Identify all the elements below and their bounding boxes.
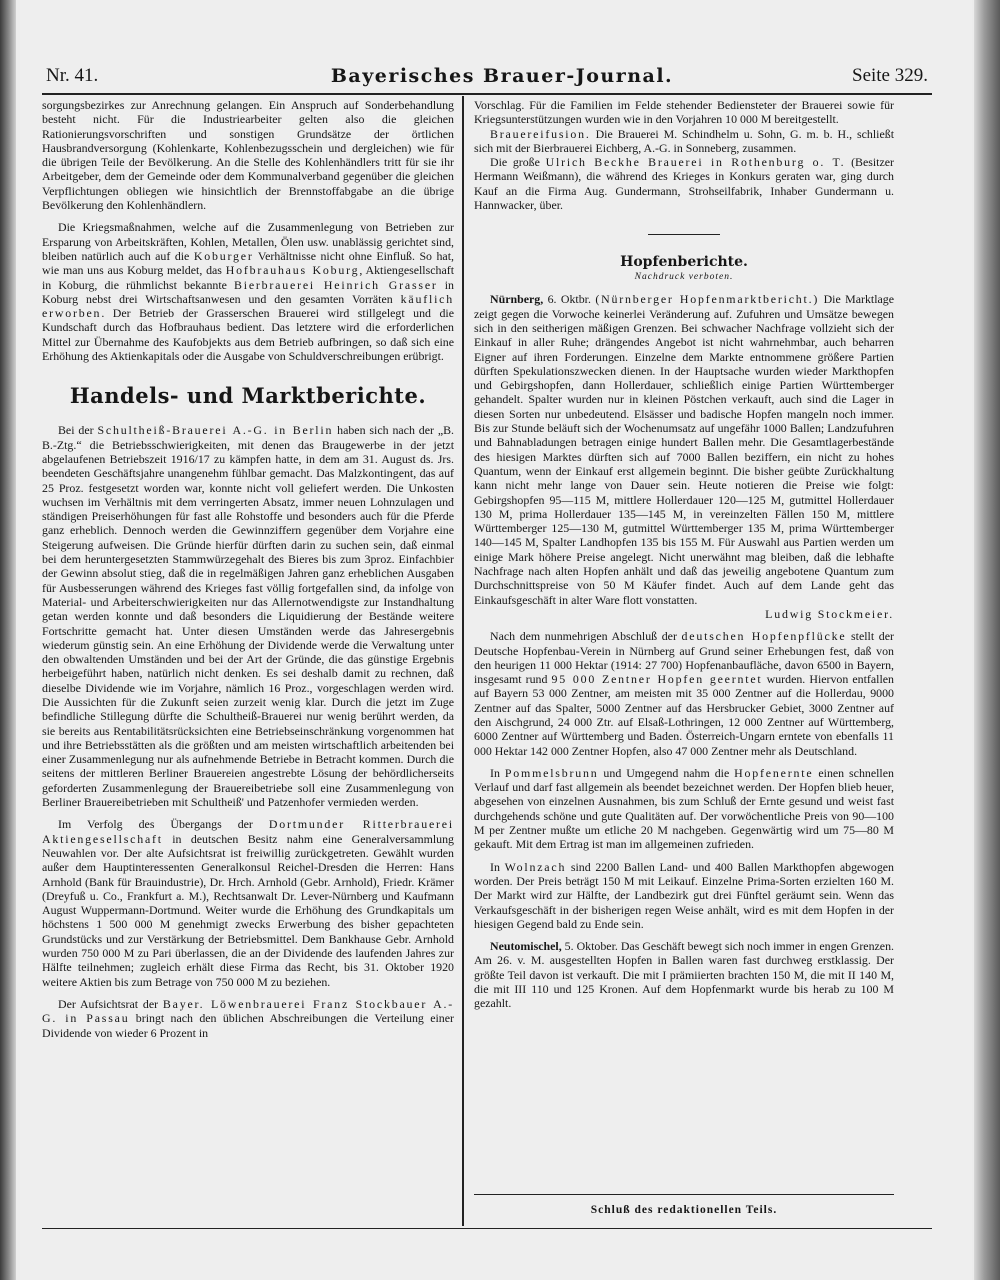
text: In <box>490 859 500 874</box>
text-hopfenernte: Hopfenernte <box>734 765 814 780</box>
text-koburger: Koburger <box>193 248 254 263</box>
paragraph-koburg <box>42 220 454 363</box>
text: in deutschen Besitz nahm eine Generalversammlung Neuwahlen vor. Der alte Aufsichtsrat ist freiwillig zurückgetreten. Gewählt wurden außer dem Hauptinteressenten Generalkonsul Reichel-Dresden die Herren: Hans Arnhold (Bank für Brauindustrie), Dr. Hrch. Arnhold (Gebr. Arnhold), Friedr. Krämer (Dreyfuß u. Co., Frankfurt a. M.), Rechtsanwalt Dr. Lever-Nürnberg und Kaufmann August Wuppermann-Dortmund. Weiter wurde die Erhöhung des Grundkapitals um höchstens 1 500 000 M genehmigt zwecks Erwerbung des bisher gepachteten Grundstücks und zur Verstärkung der Betriebsmittel. Dem Bankhause Gebr. Arnhold wurden 750 000 M zu Pari überlassen, die an der Dividende des laufenden Jahres zur Hälfte teilnehmen; zugleich erhält diese Firma das Recht, bis 31. Oktober 1920 weitere Aktien bis zum Betrage von 750 000 M zu beziehen. <box>42 831 454 989</box>
section-title-handelsberichte: Handels- und Marktberichte. <box>69 383 427 409</box>
bottom-rule <box>42 1228 932 1229</box>
binding-gutter <box>0 0 16 1280</box>
separator-rule <box>648 234 720 235</box>
paragraph-nurnberg <box>474 292 894 607</box>
section-title-hopfenberichte: Hopfenberichte. <box>620 254 748 271</box>
text: bringt nach den üblichen Abschreibungen die Verteilung einer Dividende von wieder 6 Prozent in <box>42 1011 454 1040</box>
text: wurden. Hiervon entfallen auf Bayern 53 000 Zentner, am meisten mit 35 000 Zentner auf die Hollerdau, 9000 Zentner auf das Spalter, 5000 Zentner auf das Hersbrucker Gebiet, 3000 Zentner auf den Aischgrund, 24 000 Ztr. auf Elsaß-Lothringen, 12 000 Zentner auf Württemberg, 6000 Zentner auf Württemberg und Baden. Österreich-Ungarn erntete von ebenfalls 11 000 Hektar 142 000 Zentner Hopfen, also 47 000 Zentner mehr als Deutschland. <box>474 672 895 758</box>
text-kauflich: käuflich erworben <box>42 291 454 321</box>
text-marktbericht-label: (Nürnberger Hopfenmarktbericht.) <box>595 292 820 307</box>
text-ernte: 95 000 Zentner Hopfen geerntet <box>551 672 763 687</box>
text-bierbrauerei: Bierbrauerei Heinrich Grasser <box>234 277 438 292</box>
text-date: 6. Oktbr. <box>547 292 591 307</box>
text-place-neutomischel: Neutomischel, <box>490 939 562 954</box>
paragraph-dortmunder <box>42 817 454 989</box>
issue-number: Nr. 41. <box>46 65 99 86</box>
text: In <box>490 765 500 780</box>
column-divider <box>462 96 464 1226</box>
paragraph-lowenbrauerei <box>42 997 454 1040</box>
text: Die Brauerei M. Schindhelm u. Sohn, G. m. b. H., schließt sich mit der Bierbrauerei Eichberg, A.-G. in Sonneberg, zusammen. <box>474 126 895 155</box>
text-hofbrauhaus: Hofbrauhaus Koburg <box>225 263 360 278</box>
header-rule <box>42 93 932 95</box>
text-brauereifusion-label: Brauereifusion. <box>490 126 591 141</box>
paragraph-coal-supply: sorgungsbezirkes zur Anrechnung gelangen. Ein Anspruch auf Sonderbehandlung besteht nicht. Für die Industriearbeiter gelten also die gleichen Rationierungsvorschriften und sonstigen Grundsätze der örtlichen Hausbrandversorgung (Kohlenkarte, Kohlenbezugsschein und dergleichen) wie für die übrigen Teile der Bevölkerung. An die Stelle des Kohlenhändlers tritt für sie ihr Arbeitgeber, dem der Gemeinde oder dem Kommunalverband gegenüber die gleichen Verpflichtungen obliegen wie hinsichtlich der Brennstoffabgabe an die übrige Bevölkerung den Kohlenhändlern. <box>42 98 454 213</box>
page-number: Seite 329. <box>852 65 928 86</box>
text: Verhältnisse nicht ohne Einfluß. So hat, wie man uns aus Koburg meldet, das <box>42 248 454 278</box>
text-dortmunder: Dortmunder Ritterbrauerei Aktiengesellschaft <box>42 817 454 846</box>
paragraph-brauereifusion <box>474 127 894 156</box>
text-lowenbrauerei: Bayer. Löwenbrauerei Franz Stockbauer A.-G. in Passau <box>42 996 454 1026</box>
text-schultheiss: Schultheiß-Brauerei A.-G. in Berlin <box>97 423 334 438</box>
text-place-nurnberg: Nürnberg, <box>490 292 544 307</box>
text-pommelsbrunn: Pommelsbrunn <box>504 765 599 780</box>
text: haben sich nach der „B. B.-Ztg.“ die Betriebsschwierigkeiten, mit denen das Braugewerbe in der jetzt abgelaufenen Betriebszeit 1916/17 zu kämpfen hatte, in dem am 31. August ds. Jrs. beendeten Geschäftsjahre unangenehm fühlbar gemacht. Das Malzkontingent, das auf 25 Proz. festgesetzt worden war, konnte nicht voll geliefert werden. Die Unkosten wuchsen im Verhältnis mit dem verringerten Absatz, immer neuen Lohnzulagen und ständigen Preiserhöhungen für fast alle Rohstoffe und besonders auch für die Pferde ganz erheblich. Dennoch werden die Gewinnziffern gegenüber dem Vorjahre eine Steigerung aufweisen. Die Gründe hierfür dürften darin zu suchen sein, daß einmal bei dem heruntergesetzten Stammwürzegehalt des Bieres bis zum 3proz. Einfachbier der Gewinn absolut stieg, daß die in regelmäßigen Jahren ganz erheblichen Ausgaben für Ausbesserungen während des Krieges fast völlig fortgefallen sind, da infolge von Material- und Arbeiterschwierigkeiten nur das Allernotwendigste zur Instandhaltung getan werden konnte und daß besonders die Liquidierung der Bestände weitere Fortschritte gemacht hat. Unter diesen Umständen werde das Jahresergebnis wiederum günstig sein. An eine Erhöhung der Dividende werde die Verwaltung unter den obwaltenden Umständen und bei der Art der Gründe, die das günstige Ergebnis herbeigeführt haben, natürlich nicht denken. Es sei deshalb damit zu rechnen, daß dieselbe Dividende wie im Vorjahre, nämlich 16 Proz., vorgeschlagen werden wird. Die Aussichten für die Zukunft seien zurzeit wenig klar. Durch die jetzt im Zuge befindliche Stillegung dürfte die Schultheiß-Brauerei nur wenig berührt werden, da sie bereits aus Rentabilitätsrücksichten eine Betriebseinschränkung vorgenommen hat und ihre Betriebsstätten als die größten und am meisten wirtschaftlich arbeitenden bei einer Zusammenlegung nur als aufnehmende Betriebe in Betracht kommen. Durch die seitens der mittleren Berliner Brauereien angestrebte Lösung der behördlicherseits geforderten Zusammenlegung der Brauereibetriebe soll eine Zusammenlegung von Berliner Brauereibetrieben mit Schultheiß' und Patzenhofer vermieden werden. <box>42 423 455 810</box>
text-hopfenpflucke: deutschen Hopfenpflücke <box>681 629 847 644</box>
signature-stockmeier: Ludwig Stockmeier. <box>765 606 894 621</box>
running-header <box>42 64 934 94</box>
paragraph-wolnzach <box>474 860 894 931</box>
text: (Besitzer Hermann Weißmann), die während des Krieges in Konkurs geraten war, ging durch Kauf an die Firma Aug. Gundermann, Strohseilfabrik, Inhaber Gundermann u. Hannwacker, über. <box>474 155 894 213</box>
text: einen schnellen Verlauf und darf fast allgemein als beendet bezeichnet werden. Der Hopfen blieb heuer, abgesehen von einzelnen Ausnahmen, bis zum Schluß der Ernte gesund und weist fast durchgehends schöne und gute Qualitäten auf. Der vorwöchentliche Preis von 90—100 M per Zentner mußte um etliche 20 M nachgeben. Gegenwärtig wird um 75—80 M gekauft. Mit dem Ertrag ist man im allgemeinen zufrieden. <box>474 765 894 852</box>
paragraph-vorschlag: Vorschlag. Für die Familien im Felde stehender Bediensteter der Brauerei sowie für Kriegsunterstützungen wurden wie in den Vorjahren 10 000 M bereitgestellt. <box>474 98 894 127</box>
text: sind 2200 Ballen Land- und 400 Ballen Markthopfen abgewogen worden. Der Preis beträgt 150 M mit Leikauf. Einzelne Prima-Sorten erzielten 160 M. Der Markt wird zur Hälfte, der Landbezirk gut drei Fünftel geräumt sein. Wenn das Verkaufsgeschäft in der bisherigen regen Weise anhält, wird es mit dem Hopfen in der hiesigen Gegend bald zu Ende sein. <box>474 859 894 931</box>
text: und Umgegend nahm die <box>603 765 730 780</box>
journal-title: Bayerisches Brauer-Journal. <box>330 65 674 87</box>
text: Der Aufsichtsrat der <box>58 996 159 1011</box>
paragraph-schultheiss <box>42 423 454 809</box>
paragraph-rothenburg <box>474 155 894 212</box>
text: Die Marktlage zeigt gegen die Vorwoche keinerlei Veränderung auf. Zufuhren und Umsätze bewegen sich in den seitherigen mäßigen Grenzen. Bei schwacher Nachfrage vollzieht sich der Einkauf in aller Ruhe; drängendes Angebot ist nicht wahrnehmbar, auch beharren Eigner auf ihren Forderungen. Einzelne dem Markte entnommene größere Partien dürften Spekulationszwecken dienen. In der Hauptsache wurden wieder Markthopfen und Gebirgshopfen, dann Hollerdauer, schließlich einige Partien Württemberger gehandelt. Spalter wurden nur in kleinen Pöstchen verkauft, auch sind die Lager in diesen Sorten nur unbedeutend. Elsässer und badische Hopfen mangeln noch immer. Bis zur Stunde beläuft sich der Wochenumsatz auf ungefähr 1000 Ballen; Landzufuhren und Bahnabladungen betragen einige hundert Ballen mehr. Die Gesamtlagerbestände des hiesigen Marktes dürften sich auf 7000 Ballen beziffern, ein nicht zu hohes Quantum, wenn der Einkauf erst allgemein beginnt. Die bisher geübte Zurückhaltung kann nicht mehr lange von Dauer sein. Heute notieren die Preise wie folgt: Gebirgshopfen 95—115 M, mittlere Hollerdauer 120—125 M, gutmittel Hollerdauer 130 M, prima Hollerdauer 135—145 M, in vereinzelten Fällen 150 M, mittlere Württemberger 125—130 M, gutmittel Württemberger 135 M, prima Württemberger 140—145 M, Spalter Landhopfen 135 bis 155 M. Für Auswahl aus Partien werden um einige Mark höhere Preise angelegt. Nicht unerwähnt mag bleiben, daß die lebhafte Nachfrage nach alten Hopfen anhält und daß das jeweilig angebotene Quantum zum Durchschnittspreise von 50 M Käufer findet. Auch auf dem Lande geht das Einkaufsgeschäft in alter Ware flott vonstatten. <box>474 292 895 607</box>
text: Die Kriegsmaßnahmen, welche auf die Zusammenlegung von Betrieben zur Ersparung von Arbeitskräften, Kohlen, Metallen, Ölen usw. unablässig gerichtet sind, bleiben natürlich auch auf die <box>42 220 454 263</box>
text: Die große <box>490 155 540 170</box>
end-of-editorial-note: Schluß des redaktionellen Teils. <box>590 1204 778 1216</box>
paragraph-hopfenpflucke <box>474 629 894 758</box>
right-column <box>474 98 894 1011</box>
left-column <box>42 98 454 1040</box>
text: stellt der Deutsche Hopfenbau-Verein in Nürnberg auf Grund seiner Erhebungen fest, daß von den heurigen 11 000 Hektar (1914: 27 700) Hopfenanbaufläche, davon 6500 in Bayern, insgesamt rund <box>474 629 894 687</box>
text-beck-brauerei: Ulrich Beckhe Brauerei in Rothenburg o. T. <box>545 155 846 170</box>
end-rule <box>474 1194 894 1195</box>
text: Im Verfolg des Übergangs der <box>58 817 253 832</box>
text: , Aktiengesellschaft in Koburg, die rühmlichst bekannte <box>42 263 454 292</box>
text: 5. Oktober. Das Geschäft bewegt sich noch immer in engen Grenzen. Am 26. v. M. ausgestellten Hopfen in Ballen waren fast durchweg erstklassig. Der größte Teil davon ist verkauft. Die mit I prämiierten brachten 150 M, die mit II 140 M, die mit III 110 und 125 Kronen. Auf dem Hopfenmarkt wurde bis herab zu 100 M gezahlt. <box>474 939 894 1011</box>
text: in Koburg nebst drei Wirtschaftsanwesen und den gesamten Vorräten <box>42 277 454 306</box>
page-edge-shadow <box>974 0 1000 1280</box>
paragraph-neutomischel <box>474 939 894 1010</box>
text: Bei der <box>58 423 94 438</box>
text: . Der Betrieb der Grasserschen Brauerei wird stillgelegt und die Kundschaft durch das Hofbrauhaus bedient. Das letztere wird die erforderlichen Mittel zur Übernahme des Kaufobjekts aus dem Betrieb aufbringen, so daß sich eine Erhöhung des Aktienkapitals oder die Ausgabe von Schuldverschreibungen erübrigt. <box>42 306 454 364</box>
paragraph-pommelsbrunn <box>474 766 894 852</box>
text: Nach dem nunmehrigen Abschluß der <box>490 629 677 644</box>
text-wolnzach: Wolnzach <box>504 859 567 874</box>
reprint-notice: Nachdruck verboten. <box>634 272 734 283</box>
